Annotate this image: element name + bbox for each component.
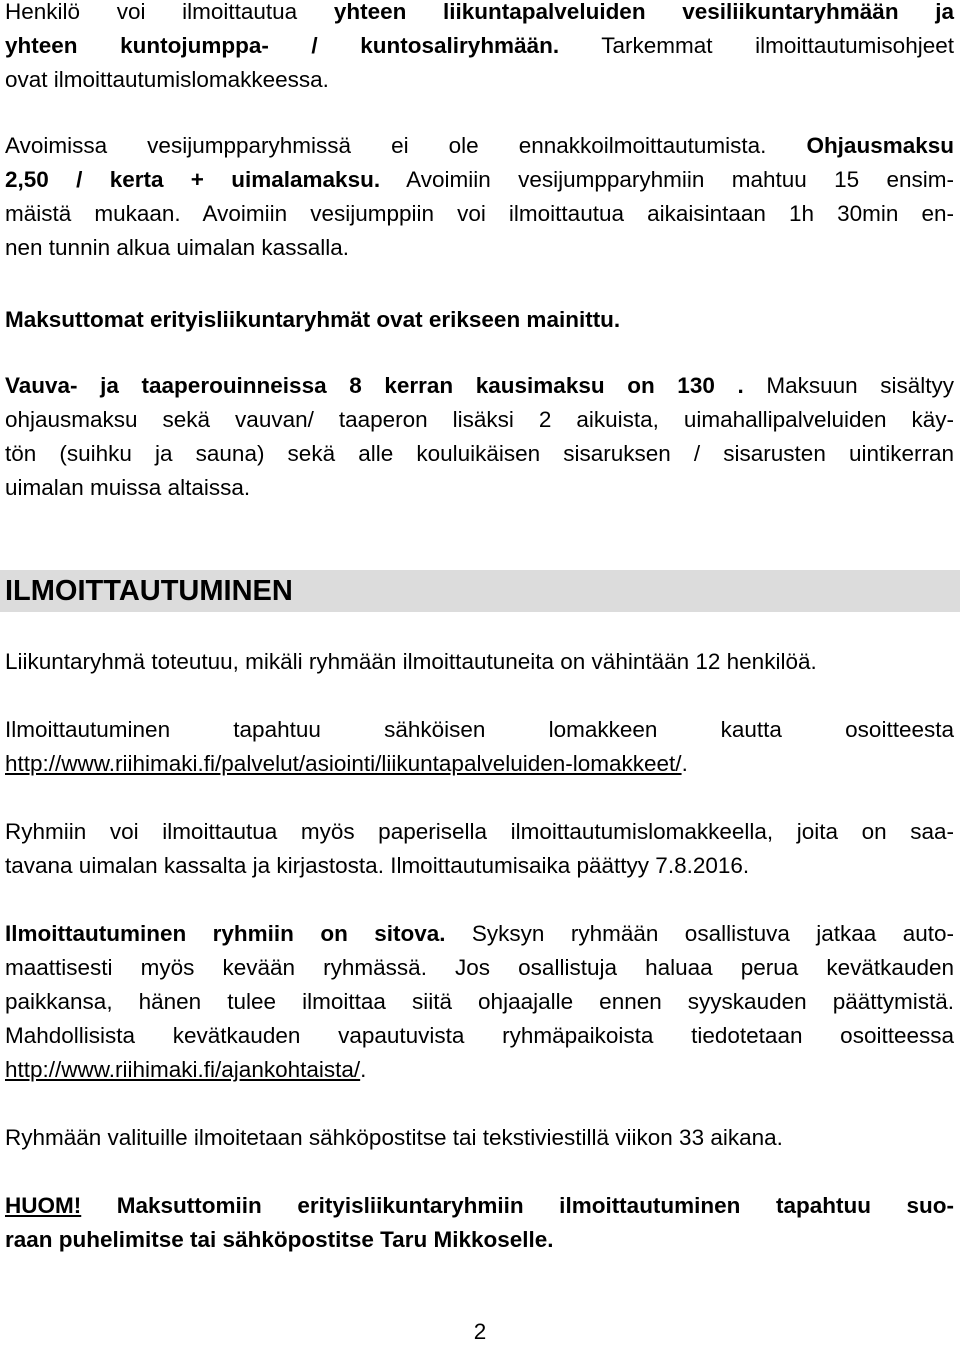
- paragraph-baby-swimming: [5, 369, 954, 505]
- text-span: Henkilö voi ilmoittautua: [5, 0, 334, 24]
- paragraph-paper-registration: [5, 815, 954, 883]
- paragraph-open-aqua-jogging: [5, 129, 954, 265]
- bold-text: Maksuttomat erityisliikuntaryhmät ovat erikseen mainittu.: [5, 307, 621, 332]
- registration-forms-link[interactable]: http://www.riihimaki.fi/palvelut/asiointi/liikuntapalveluiden-lomakkeet/: [5, 751, 682, 776]
- text-line: uimalan muissa altaissa.: [5, 475, 251, 500]
- text-line: nen tunnin alkua uimalan kassalla.: [5, 235, 349, 260]
- text-span: .: [360, 1057, 367, 1082]
- section-heading: ILMOITTAUTUMINEN: [5, 575, 293, 607]
- text-line: tön (suihku ja sauna) sekä alle kouluikäisen sisaruksen / sisarusten uintikerran: [5, 441, 954, 466]
- bold-text: Ilmoittautuminen ryhmiin on sitova.: [5, 921, 446, 946]
- text-line: tavana uimalan kassalta ja kirjastosta. Ilmoittautumisaika päättyy 7.8.2016.: [5, 853, 750, 878]
- bold-text: Vauva- ja taaperouinneissa 8 kerran kausimaksu on 130 .: [5, 373, 744, 398]
- bold-text: yhteen liikuntapalveluiden vesiliikuntaryhmään ja: [333, 0, 954, 24]
- text-line: [5, 0, 954, 29]
- text-line: [5, 917, 954, 951]
- text-line: paikkansa, hänen tulee ilmoittaa siitä ohjaajalle ennen syyskauden päättymistä.: [5, 989, 954, 1014]
- bold-text: yhteen kuntojumppa- / kuntosaliryhmään.: [5, 33, 560, 58]
- text-span: Liikuntaryhmä toteutuu, mikäli ryhmään ilmoittautuneita on vähintään 12 henkilöä.: [5, 649, 817, 674]
- text-span: .: [681, 751, 688, 776]
- paragraph-registration-limit: [5, 0, 954, 97]
- text-line: [5, 1189, 954, 1223]
- text-line: [5, 1223, 954, 1257]
- news-link[interactable]: http://www.riihimaki.fi/ajankohtaista/: [5, 1057, 361, 1082]
- text-span: Ryhmään valituille ilmoitetaan sähköpostitse tai tekstiviestillä viikon 33 aikana.: [5, 1125, 783, 1150]
- bold-text: Maksuttomiin erityisliikuntaryhmiin ilmoittautuminen tapahtuu suo-: [81, 1193, 954, 1218]
- paragraph-huom-notice: [5, 1189, 954, 1257]
- text-line: maattisesti myös kevään ryhmässä. Jos osallistuja haluaa perua kevätkauden: [5, 955, 954, 980]
- page-number: 2: [473, 1319, 487, 1344]
- text-line: [5, 29, 954, 63]
- text-line: [5, 369, 954, 403]
- text-span: Avoimiin vesijumpparyhmiin mahtuu 15 ensim-: [380, 167, 954, 192]
- text-span: Syksyn ryhmään osallistuva jatkaa auto-: [445, 921, 954, 946]
- bold-text: 2,50 / kerta + uimalamaksu.: [5, 167, 381, 192]
- paragraph-electronic-registration: [5, 713, 954, 781]
- text-line: Ryhmiin voi ilmoittautua myös paperisella ilmoittautumislomakkeella, joita on saa-: [5, 819, 954, 844]
- text-span: Tarkemmat ilmoittautumisohjeet: [559, 33, 954, 58]
- text-span: Maksuun sisältyy: [743, 373, 955, 398]
- text-line: [5, 747, 954, 781]
- text-line: Mahdollisista kevätkauden vapautuvista ryhmäpaikoista tiedotetaan osoitteessa: [5, 1023, 954, 1048]
- bold-text: Ohjausmaksu: [806, 133, 954, 158]
- paragraph-free-special-groups: [5, 303, 954, 337]
- text-line: Ilmoittautuminen tapahtuu sähköisen lomakkeen kautta osoitteesta: [5, 717, 954, 742]
- text-line: [5, 1053, 954, 1087]
- paragraph-selection-notice: [5, 1121, 954, 1155]
- huom-label: HUOM!: [5, 1193, 82, 1218]
- text-line: [5, 129, 954, 163]
- text-line: mäistä mukaan. Avoimiin vesijumppiin voi ilmoittautua aikaisintaan 1h 30min en-: [5, 201, 954, 226]
- text-span: Avoimissa vesijumpparyhmissä ei ole ennakkoilmoittautumista.: [5, 133, 807, 158]
- text-line: ohjausmaksu sekä vauvan/ taaperon lisäksi 2 aikuista, uimahallipalveluiden käy-: [5, 407, 954, 432]
- paragraph-binding-registration: [5, 917, 954, 1087]
- bold-text: raan puhelimitse tai sähköpostitse Taru Mikkoselle.: [5, 1227, 554, 1252]
- paragraph-minimum-participants: [5, 645, 954, 679]
- text-line: ovat ilmoittautumislomakkeessa.: [5, 67, 329, 92]
- text-line: [5, 163, 954, 197]
